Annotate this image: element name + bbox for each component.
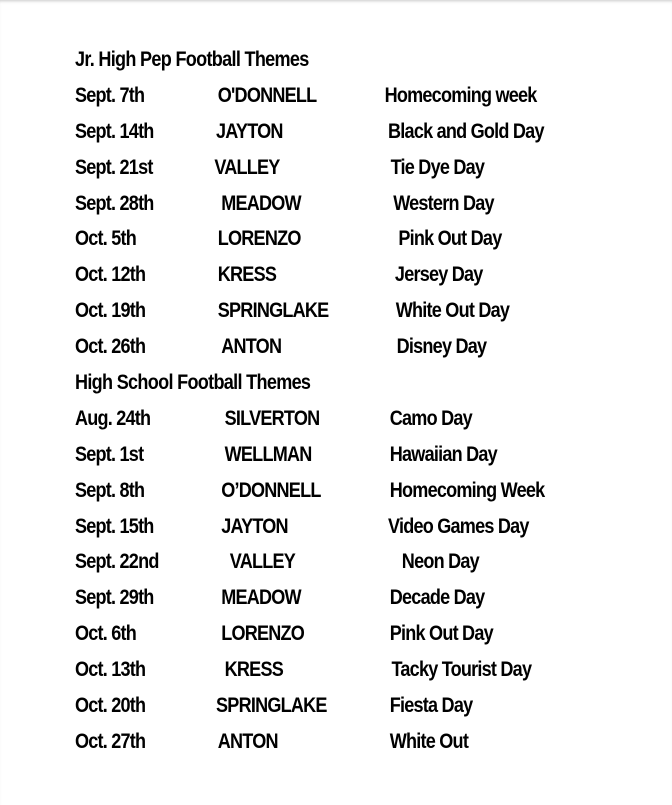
game-date: Oct. 6th [75,622,137,646]
opponent-name: LORENZO [217,227,301,251]
opponent-name: JAYTON [216,119,283,143]
opponent-name: ANTON [221,335,282,359]
schedule-row [75,293,574,329]
opponent-name: VALLEY [214,155,280,179]
game-date: Sept. 7th [75,83,145,107]
schedule-row [75,473,574,509]
theme-name: Camo Day [389,406,472,430]
game-date: Oct. 20th [75,694,146,718]
opponent-name: ANTON [217,729,278,753]
schedule-row [75,401,574,437]
schedule-row [75,688,574,724]
jr-high-section-heading: Jr. High Pep Football Themes [75,48,309,71]
game-date: Sept. 14th [75,119,154,143]
theme-name: Hawaiian Day [389,442,497,466]
opponent-name: LORENZO [221,622,305,646]
themes-schedule [75,42,655,760]
theme-name: Decade Day [389,586,485,610]
opponent-name: MEADOW [221,586,301,610]
theme-name: Tacky Tourist Day [391,658,532,682]
theme-name: Western Day [393,191,494,215]
theme-name: Fiesta Day [389,694,473,718]
theme-name: Jersey Day [394,263,483,287]
game-date: Oct. 5th [75,227,137,251]
game-date: Sept. 1st [75,442,144,466]
theme-name: Pink Out Day [389,622,493,646]
game-date: Oct. 19th [75,299,146,323]
opponent-name: VALLEY [229,550,296,574]
theme-name: Disney Day [396,335,487,359]
schedule-row [75,114,574,150]
game-date: Oct. 27th [75,729,146,753]
high-school-section-heading: High School Football Themes [75,371,311,395]
opponent-name: SILVERTON [224,406,320,430]
opponent-name: WELLMAN [224,442,312,466]
theme-name: Tie Dye Day [390,155,485,179]
opponent-name: KRESS [224,658,283,682]
game-date: Oct. 26th [75,335,146,359]
schedule-row [75,616,574,652]
theme-name: White Out [389,729,469,753]
game-date: Oct. 13th [75,658,146,682]
opponent-name: SPRINGLAKE [216,694,327,718]
opponent-name: KRESS [217,263,277,287]
theme-name: Homecoming Week [389,478,545,502]
schedule-row [75,78,574,114]
game-date: Sept. 22nd [75,550,159,574]
schedule-row [75,221,574,257]
schedule-row [75,509,574,545]
game-date: Sept. 15th [75,514,154,538]
game-date: Sept. 21st [75,155,153,179]
schedule-row [75,186,574,222]
theme-name: Video Games Day [388,514,529,538]
schedule-row [75,580,574,616]
schedule-row [75,329,574,365]
schedule-row [75,150,574,186]
theme-name: Pink Out Day [398,227,502,251]
schedule-row [75,257,574,293]
theme-name: White Out Day [395,299,510,323]
opponent-name: MEADOW [221,191,301,215]
theme-name: Black and Gold Day [388,119,544,143]
schedule-row [75,544,574,580]
theme-name: Neon Day [401,550,479,574]
game-date: Aug. 24th [75,406,151,430]
schedule-row [75,652,574,688]
game-date: Sept. 28th [75,191,154,215]
game-date: Oct. 12th [75,263,146,287]
schedule-row [75,724,574,760]
theme-name: Homecoming week [384,83,537,107]
opponent-name: O’DONNELL [221,478,321,502]
game-date: Sept. 29th [75,586,154,610]
game-date: Sept. 8th [75,478,145,502]
opponent-name: JAYTON [221,514,288,538]
opponent-name: O'DONNELL [217,83,317,107]
schedule-row [75,437,574,473]
opponent-name: SPRINGLAKE [217,299,329,323]
